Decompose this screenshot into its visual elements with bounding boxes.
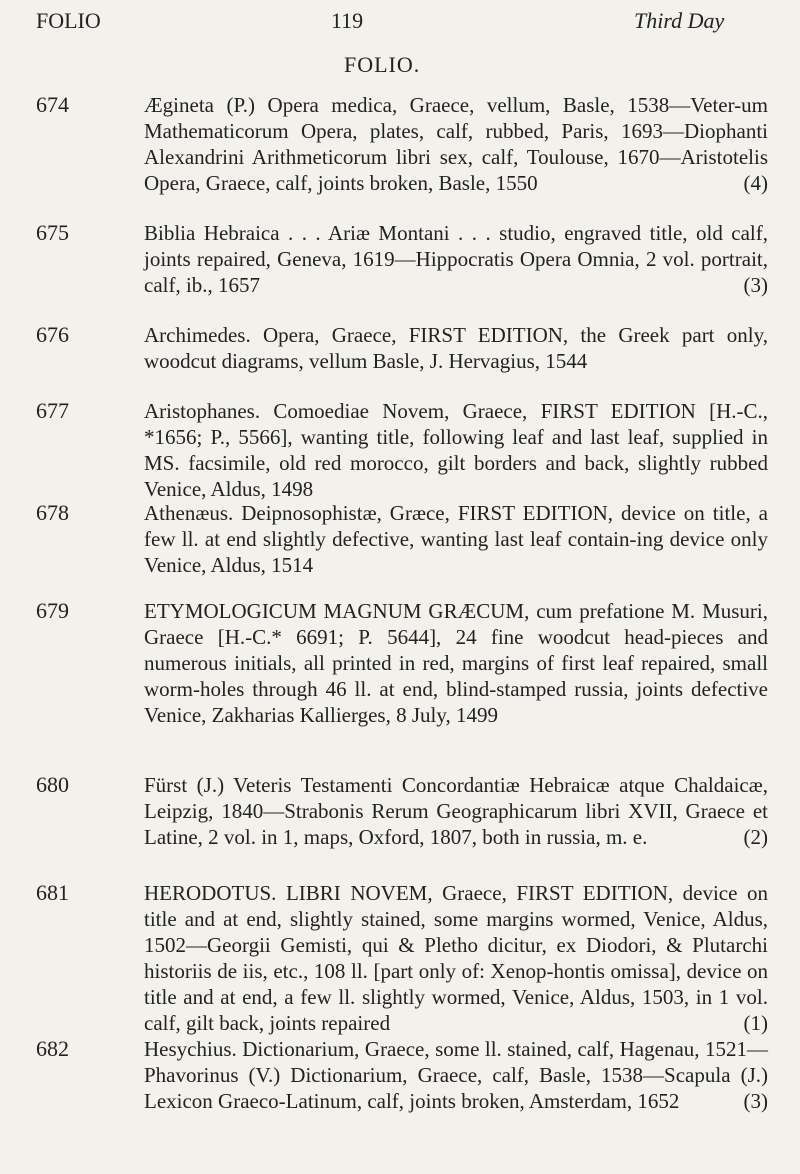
lot-text: Athenæus. Deipnosophistæ, Græce, FIRST EDITION, device on title, a few ll. at end slightly defective, wanting last leaf contain-ing device only Venice, Aldus, 1514 [144, 501, 768, 577]
running-head-left: FOLIO [36, 8, 101, 33]
lot-text: Ægineta (P.) Opera medica, Graece, vellum, Basle, 1538—Veter-um Mathematicorum Opera, plates, calf, rubbed, Paris, 1693—Diophanti Alexandrini Arithmeticorum libri sex, calf, Toulouse, 1670—Aristotelis Opera, Graece, calf, joints broken, Basle, 1550 [144, 93, 768, 195]
lot-text: HERODOTUS. LIBRI NOVEM, Graece, FIRST EDITION, device on title and at end, slightly stained, some margins wormed, Venice, Aldus, 1502—Georgii Gemisti, qui & Pletho dicitur, ex Diodori, & Plutarchi historiis de iis, etc., 108 ll. [part only of: Xenop-hontis omissa], device on title and at end, a few ll. slightly wormed, Venice, Aldus, 1503, in 1 vol. calf, gilt back, joints repaired [144, 881, 768, 1035]
section-title: FOLIO. [344, 52, 421, 77]
lot-description [144, 92, 768, 196]
lot-count: (2) [743, 825, 768, 849]
lot-text: Biblia Hebraica . . . Ariæ Montani . . . studio, engraved title, old calf, joints repaired, Geneva, 1619—Hippocratis Opera Omnia, 2 vol. portrait, calf, ib., 1657 [144, 221, 768, 297]
page-header [0, 0, 800, 60]
lot-description [144, 880, 768, 1036]
lot-count: (3) [743, 273, 768, 297]
lot-count: (1) [743, 1011, 768, 1035]
lot-number: 675 [36, 220, 69, 245]
lot-description [144, 220, 768, 298]
page-number: 119 [331, 8, 364, 33]
lot-number: 674 [36, 92, 69, 117]
lot-text: ETYMOLOGICUM MAGNUM GRÆCUM, cum prefatione M. Musuri, Graece [H.-C.* 6691; P. 5644], 24 fine woodcut head-pieces and numerous initials, all printed in red, margins of first leaf repaired, small worm-holes through 46 ll. at end, blind-stamped russia, joints defective Venice, Zakharias Kallierges, 8 July, 1499 [144, 599, 768, 727]
lot-number: 678 [36, 500, 69, 525]
lot-description [144, 322, 768, 374]
lot-text: Hesychius. Dictionarium, Graece, some ll. stained, calf, Hagenau, 1521—Phavorinus (V.) Dictionarium, Graece, calf, Basle, 1538—Scapula (J.) Lexicon Graeco-Latinum, calf, joints broken, Amsterdam, 1652 [144, 1037, 768, 1113]
running-head-right: Third Day [634, 8, 725, 33]
lot-number: 677 [36, 398, 69, 423]
lot-description [144, 398, 768, 502]
lot-text: Aristophanes. Comoediae Novem, Graece, FIRST EDITION [H.-C., *1656; P., 5566], wanting title, following leaf and last leaf, supplied in MS. facsimile, old red morocco, gilt borders and back, slightly rubbed Venice, Aldus, 1498 [144, 399, 768, 501]
lot-text: Fürst (J.) Veteris Testamenti Concordantiæ Hebraicæ atque Chaldaicæ, Leipzig, 1840—Strabonis Rerum Geographicarum libri XVII, Graece et Latine, 2 vol. in 1, maps, Oxford, 1807, both in russia, m. e. [144, 773, 768, 849]
lot-number: 681 [36, 880, 69, 905]
lot-description [144, 598, 768, 728]
lot-number: 679 [36, 598, 69, 623]
lot-description [144, 772, 768, 850]
lot-count: (3) [743, 1089, 768, 1113]
lot-number: 680 [36, 772, 69, 797]
lot-number: 682 [36, 1036, 69, 1061]
lot-description [144, 1036, 768, 1114]
lot-count: (4) [743, 171, 768, 195]
lot-number: 676 [36, 322, 69, 347]
lot-text: Archimedes. Opera, Graece, FIRST EDITION, the Greek part only, woodcut diagrams, vellum Basle, J. Hervagius, 1544 [144, 323, 768, 373]
lot-description [144, 500, 768, 578]
